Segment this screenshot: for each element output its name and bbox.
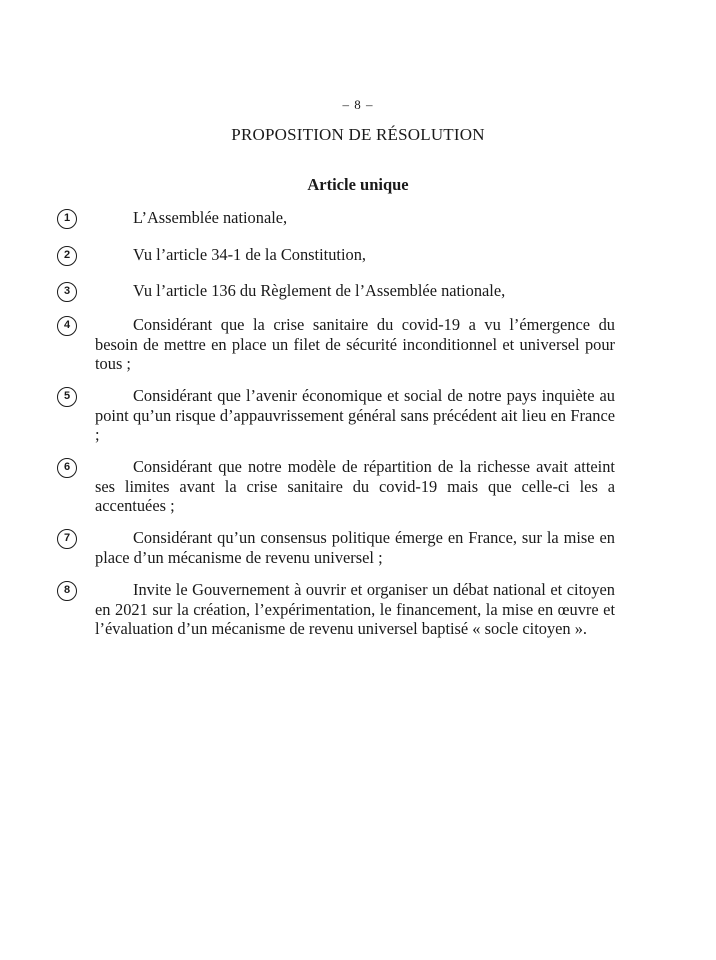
alinea-text: Vu l’article 136 du Règlement de l’Assemblée nationale, [133, 281, 506, 300]
alinea-text: Considérant que notre modèle de répartition de la richesse avait atteint ses limites avant la crise sanitaire du covid-19 mais que celle-ci les a accentuées ; [95, 457, 615, 515]
article-heading: Article unique [307, 175, 409, 194]
alinea-text: Considérant qu’un consensus politique émerge en France, sur la mise en place d’un mécanisme de revenu universel ; [95, 528, 615, 567]
page-number: – 8 – [342, 97, 374, 112]
document-title: PROPOSITION DE RÉSOLUTION [231, 125, 485, 144]
alinea-text: L’Assemblée nationale, [133, 208, 288, 227]
alinea-number-badge: 3 [57, 282, 77, 302]
alinea-number-badge: 4 [57, 316, 77, 336]
alinea-number-badge: 8 [57, 581, 77, 601]
alinea-number-badge: 1 [57, 209, 77, 229]
alinea-text: Considérant que la crise sanitaire du covid-19 a vu l’émergence du besoin de mettre en place un filet de sécurité inconditionnel et universel pour tous ; [95, 315, 615, 373]
alinea-number-badge: 7 [57, 529, 77, 549]
alinea-number-badge: 6 [57, 458, 77, 478]
alinea-text: Considérant que l’avenir économique et social de notre pays inquiète au point qu’un risque d’appauvrissement général sans précédent ait lieu en France ; [95, 386, 615, 444]
alinea-text: Invite le Gouvernement à ouvrir et organiser un débat national et citoyen en 2021 sur la création, l’expérimentation, le financement, la mise en œuvre et l’évaluation d’un mécanisme de revenu universel baptisé « socle citoyen ». [95, 580, 615, 638]
alinea-number-badge: 5 [57, 387, 77, 407]
alinea-text: Vu l’article 34-1 de la Constitution, [133, 245, 366, 264]
alinea-number-badge: 2 [57, 246, 77, 266]
